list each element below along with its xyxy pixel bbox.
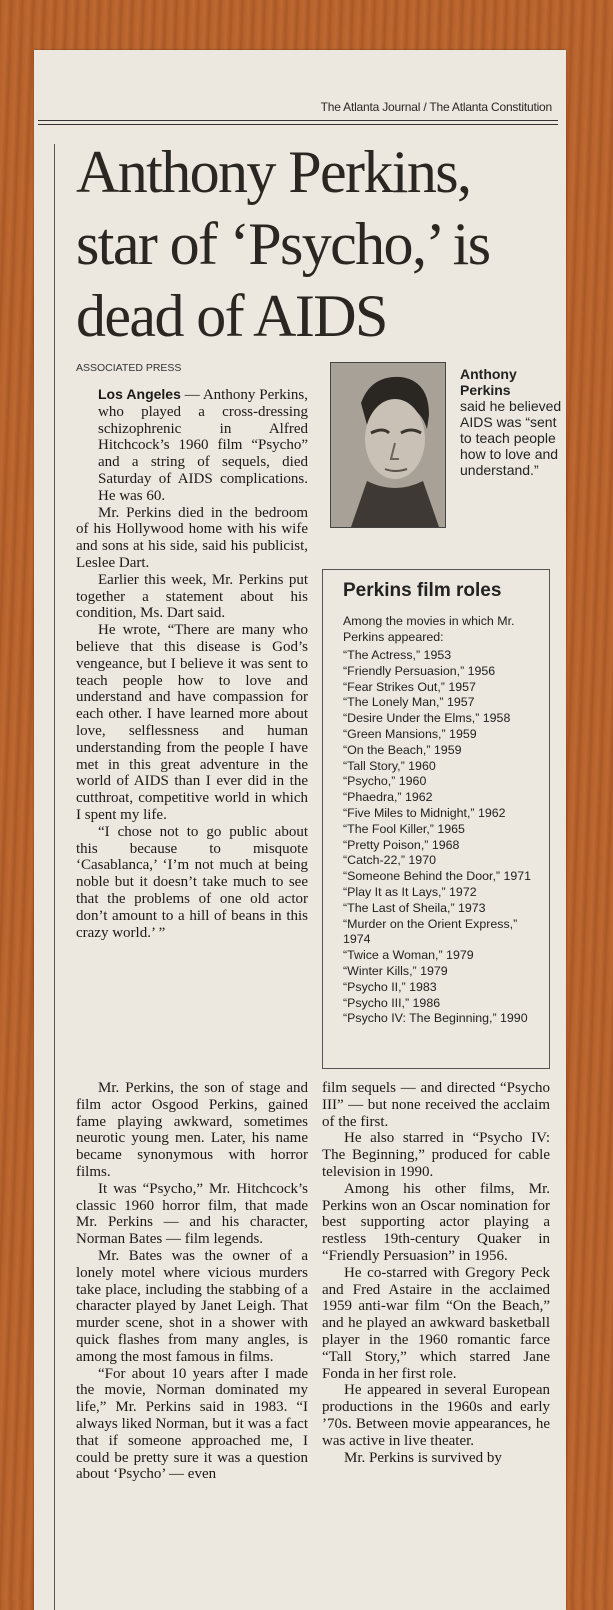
headline: Anthony Perkins, star of ‘Psycho,’ is dead of AIDS bbox=[76, 139, 490, 349]
article-paragraph: “For about 10 years after I made the movie, Norman dominated my life,” Mr. Perkins said in 1983. “I always liked Norman, but it was a fact that if someone approached me, I could be pretty sure it was a question about ‘Psycho’ — even bbox=[76, 1365, 308, 1483]
article-column-1 bbox=[76, 386, 308, 941]
film-role-item: “Psycho,” 1960 bbox=[343, 774, 427, 789]
film-role-item: “Psycho II,” 1983 bbox=[343, 979, 437, 994]
article-paragraph: Mr. Perkins is survived by bbox=[344, 1449, 502, 1466]
film-roles-sidebar bbox=[322, 569, 550, 1069]
portrait-photo bbox=[330, 362, 446, 528]
film-role-item: “The Last of Sheila,” 1973 bbox=[343, 900, 486, 915]
masthead: The Atlanta Journal / The Atlanta Constitution bbox=[320, 100, 552, 114]
column-rule bbox=[54, 144, 55, 1610]
caption-name: Anthony Perkins bbox=[460, 366, 517, 398]
film-role-item: “Play It as It Lays,” 1972 bbox=[343, 884, 477, 899]
masthead-rule bbox=[38, 120, 558, 121]
lead-text: — Anthony Perkins, who played a cross-dressing schizophrenic in Alfred Hitchcock’s 1960 film “Psycho” and a string of sequels, died Saturday of AIDS complications. He was 60. bbox=[98, 387, 308, 504]
article-paragraph: film sequels — and directed “Psycho III” — but none received the acclaim of the first. bbox=[322, 1080, 550, 1130]
article-paragraph: He appeared in several European productions in the 1960s and early ’70s. Between movie appearances, he was active in live theater. bbox=[322, 1382, 550, 1449]
masthead-rule-2 bbox=[38, 124, 558, 125]
sidebar-intro: Among the movies in which Mr. Perkins appeared: bbox=[343, 614, 515, 644]
film-role-item: “Tall Story,” 1960 bbox=[343, 758, 436, 773]
film-role-item: “Phaedra,” 1962 bbox=[343, 790, 433, 805]
article-paragraph: Earlier this week, Mr. Perkins put together a statement about his condition, Ms. Dart said. bbox=[76, 571, 308, 622]
film-role-item: “Someone Behind the Door,” 1971 bbox=[343, 869, 532, 884]
sidebar-title: Perkins film roles bbox=[343, 580, 502, 601]
film-role-item: “Psycho IV: The Beginning,” 1990 bbox=[343, 1011, 528, 1026]
article-paragraph: It was “Psycho,” Mr. Hitchcock’s classic 1960 horror film, that made Mr. Perkins — and his character, Norman Bates — film legends. bbox=[76, 1180, 308, 1248]
article-paragraph: Among his other films, Mr. Perkins won an Oscar nomination for best supporting actor playing a restless 19th-century Quaker in “Friendly Persuasion” in 1956. bbox=[322, 1180, 550, 1264]
film-role-item: “Psycho III,” 1986 bbox=[343, 995, 441, 1010]
film-role-item: “Twice a Woman,” 1979 bbox=[343, 948, 474, 963]
film-role-item: “The Fool Killer,” 1965 bbox=[343, 821, 465, 836]
film-role-item: “Winter Kills,” 1979 bbox=[343, 963, 448, 978]
film-role-item: “Five Miles to Midnight,” 1962 bbox=[343, 805, 506, 820]
film-roles-list bbox=[343, 648, 543, 1027]
film-role-item: “The Actress,” 1953 bbox=[343, 648, 452, 662]
film-role-item: “Fear Strikes Out,” 1957 bbox=[343, 679, 476, 694]
article-paragraph: Mr. Perkins, the son of stage and film actor Osgood Perkins, gained fame playing awkward, sometimes neurotic young men. Later, his name became synonymous with horror films. bbox=[76, 1080, 308, 1180]
article-paragraph: Mr. Bates was the owner of a lonely motel where vicious murders take place, including the stabbing of a character played by Janet Leigh. That murder scene, shot in a shower with quick flashes from many angles, is among the most famous in films. bbox=[76, 1247, 308, 1365]
article-paragraph: “I chose not to go public about this because to misquote ‘Casablanca,’ ‘I’m not much at being noble but it doesn’t take much to see that the problems of one old actor don’t amount to a hill of beans in this crazy world.’ ” bbox=[76, 823, 308, 941]
film-role-item: “Desire Under the Elms,” 1958 bbox=[343, 711, 511, 726]
article-column-2 bbox=[322, 1080, 550, 1466]
film-role-item: “Murder on the Orient Express,” 1974 bbox=[343, 916, 518, 947]
article-column-1-lower bbox=[76, 1080, 308, 1483]
article-paragraph: Mr. Perkins died in the bedroom of his Hollywood home with his wife and sons at his side, said his publicist, Leslee Dart. bbox=[76, 504, 308, 571]
photo-caption bbox=[460, 366, 564, 478]
film-role-item: “Friendly Persuasion,” 1956 bbox=[343, 663, 496, 678]
article-paragraph: He also starred in “Psycho IV: The Beginning,” produced for cable television in 1990. bbox=[322, 1130, 550, 1180]
film-role-item: “Green Mansions,” 1959 bbox=[343, 726, 477, 741]
portrait-photo-icon bbox=[331, 363, 445, 527]
film-role-item: “The Lonely Man,” 1957 bbox=[343, 695, 475, 710]
byline: ASSOCIATED PRESS bbox=[76, 362, 182, 374]
film-role-item: “Catch-22,” 1970 bbox=[343, 853, 436, 868]
film-role-item: “On the Beach,” 1959 bbox=[343, 742, 462, 757]
article-paragraph: He wrote, “There are many who believe that this disease is God’s vengeance, but I believe it was sent to teach people how to love and understand and have compassion for each other. I have learned more about love, selflessness and human understanding from the people I have met in this great adventure in the world of AIDS than I ever did in the cutthroat, competitive world in which I spent my life. bbox=[76, 622, 308, 823]
dateline: Los Angeles bbox=[98, 386, 181, 402]
film-role-item: “Pretty Poison,” 1968 bbox=[343, 837, 460, 852]
article-paragraph: He co-starred with Gregory Peck and Fred Astaire in the acclaimed 1959 anti-war film “On the Beach,” and he played an awkward basketball player in the 1960 romantic farce “Tall Story,” which starred Jane Fonda in her first role. bbox=[322, 1264, 550, 1382]
lead-paragraph bbox=[76, 386, 308, 505]
caption-text: said he believed AIDS was “sent to teach people how to love and understand.” bbox=[460, 398, 562, 478]
newspaper-clipping bbox=[34, 50, 566, 1610]
